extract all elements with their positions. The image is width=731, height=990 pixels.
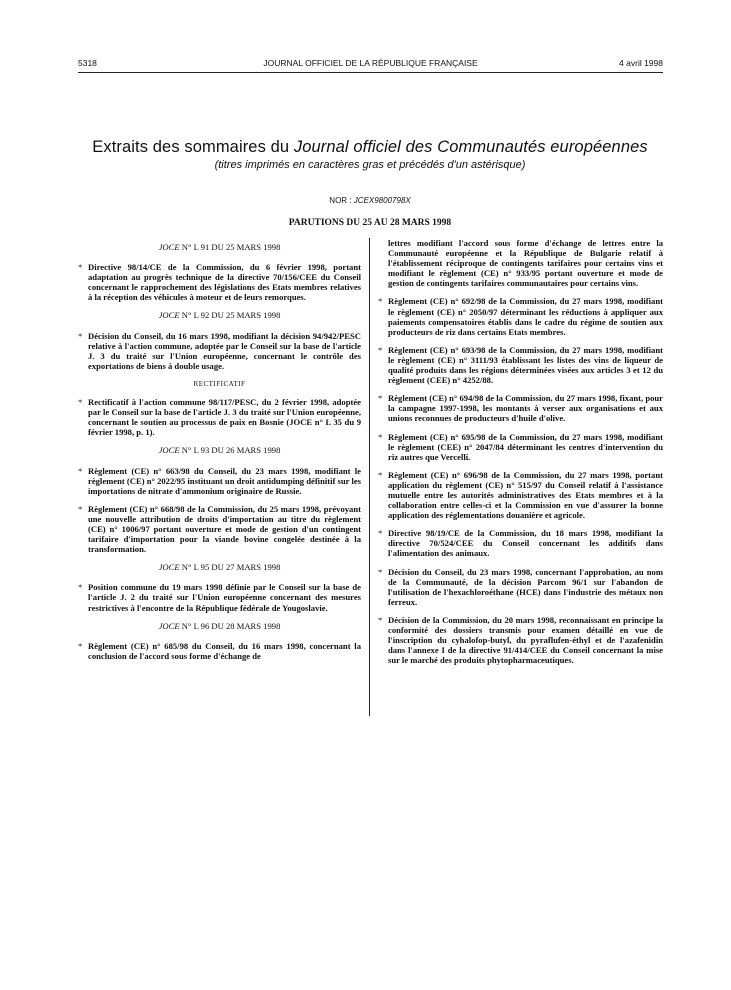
entry-continuation: lettres modifiant l'accord sous forme d'échange de lettres entre la Communauté européenne et la République de Bulgarie relatif à l'établissement réciproque de contingents tarifaires pour certains vins et modifiant le règlement (CE) n° 933/95 portant ouverture et mode de gestion de contingents tarifaires communautaires pour certains vins. (388, 238, 663, 289)
entry-title: Règlement (CE) n° 685/98 du Conseil, du 16 mars 1998, concernant la conclusion de l'accord sous forme d'échange de (88, 640, 361, 661)
summary-entry (378, 470, 663, 520)
issue-heading (78, 562, 361, 572)
entry-title: Règlement (CE) n° 692/98 de la Commission, du 27 mars 1998, modifiant le règlement (CE) n° 2050/97 déterminant les réductions à appliquer aux paiements compensatoires établis dans le cadre du régime de soutien aux producteurs de riz dans certains Etats membres. (388, 296, 663, 337)
asterisk-marker: * (78, 330, 83, 341)
issue-number-date: N° L 92 DU 25 MARS 1998 (179, 310, 281, 321)
issue-number-date: N° L 91 DU 25 MARS 1998 (179, 242, 281, 252)
entry-title: Décision du Conseil, du 23 mars 1998, concernant l'approbation, au nom de la Communauté, de la décision Parcom 96/1 sur l'abandon de l'utilisation de l'hexachloroéthane (HCE) dans l'industrie des métaux non ferreux. (388, 566, 663, 607)
summary-entry (378, 567, 663, 607)
entry-title: Rectificatif à l'action commune 98/117/PESC, du 2 février 1998, adoptée par le Conseil sur la base de l'article J. 3 du traité sur l'Union européenne, concernant le soutien au processus de paix en Bosnie (JOCE n° L 35 du 9 février 1998, p. 1). (88, 397, 361, 438)
entry-title: Directive 98/19/CE de la Commission, du 18 mars 1998, modifiant la directive 70/524/CEE du Conseil concernant les additifs dans l'alimentation des animaux. (388, 528, 663, 559)
issue-heading (78, 445, 361, 455)
entry-title: Décision du Conseil, du 16 mars 1998, modifiant la décision 94/942/PESC relative à l'action commune, adoptée par le Conseil sur la base de l'article J. 3 du traité sur l'Union européenne, concernant le contrôle des exportations de biens à double usage. (88, 330, 361, 371)
asterisk-marker: * (378, 344, 383, 355)
asterisk-marker: * (378, 566, 383, 577)
summary-entry (78, 582, 361, 612)
issue-number-date: N° L 96 DU 28 MARS 1998 (179, 620, 281, 631)
rectificatif-heading: RECTIFICATIF (193, 379, 246, 388)
asterisk-marker: * (378, 393, 383, 404)
entry-title: Position commune du 19 mars 1998 définie par le Conseil sur la base de l'article J. 2 du traité sur l'Union européenne concernant des mesures restrictives à l'encontre de la République fédérale de Yougoslavie. (88, 582, 361, 613)
summary-entry (378, 296, 663, 336)
asterisk-marker: * (78, 465, 83, 476)
asterisk-marker: * (378, 528, 383, 539)
asterisk-marker: * (78, 582, 83, 593)
asterisk-marker: * (378, 614, 383, 625)
entry-title: Règlement (CE) n° 663/98 du Conseil, du 23 mars 1998, modifiant le règlement (CE) n° 2022/95 instituant un droit antidumping définitif sur les importations de nitrate d'ammonium originaire de Russie. (88, 465, 361, 496)
issue-heading (78, 621, 361, 631)
summary-entry (78, 397, 361, 437)
joce-abbrev: JOCE (158, 242, 180, 252)
running-header (78, 58, 663, 70)
column-separator (369, 238, 370, 716)
title-prefix: Extraits des sommaires du (92, 138, 294, 156)
entry-title: Décision de la Commission, du 20 mars 1998, reconnaissant en principe la conformité des dossiers transmis pour examen détaillé en vue de l'inscription du cyhalofop-butyl, du pyraflufen-éthyl et de l'azafenidin dans l'annexe I de la directive 91/414/CEE du Conseil concernant la mise sur le marché des produits phytopharmaceutiques. (388, 614, 663, 666)
entry-title: Règlement (CE) n° 694/98 de la Commission, du 27 mars 1998, fixant, pour la campagne 1997-1998, les montants à verser aux organisations et aux unions reconnues de producteurs d'huile d'olive. (388, 393, 663, 424)
entry-title: Règlement (CE) n° 695/98 de la Commission, du 27 mars 1998, modifiant le règlement (CEE) n° 2047/84 déterminant les centres d'intervention du riz autres que Vercelli. (388, 431, 663, 462)
entry-title: Règlement (CE) n° 696/98 de la Commission, du 27 mars 1998, portant application du règlement (CE) n° 515/97 du Conseil relatif à l'assistance mutuelle entre les autorités administratives des Etats membres et à la collaboration entre celles-ci et la Commission en vue d'assurer la bonne application des réglementations douanière et agricole. (388, 469, 663, 521)
nor-code: JCEX9800798X (353, 196, 411, 205)
nor-reference (60, 196, 680, 205)
left-column (78, 238, 361, 669)
parutions-heading: PARUTIONS DU 25 AU 28 MARS 1998 (288, 218, 452, 228)
summary-entry (378, 615, 663, 665)
asterisk-marker: * (78, 640, 83, 651)
joce-abbrev: JOCE (158, 562, 180, 573)
summary-entry (378, 345, 663, 385)
journal-name: JOURNAL OFFICIEL DE LA RÉPUBLIQUE FRANÇAISE (263, 58, 478, 68)
title-journal: Journal officiel des Communautés européennes (293, 138, 648, 156)
nor-label: NOR : (329, 196, 352, 205)
summary-entry (78, 641, 361, 661)
page-number: 5318 (78, 58, 97, 68)
page-title (60, 138, 680, 157)
summary-entry (78, 262, 361, 302)
joce-abbrev: JOCE (158, 310, 180, 321)
summary-entry (378, 528, 663, 558)
header-rule (78, 72, 663, 73)
summary-entry (378, 432, 663, 462)
right-column (378, 238, 663, 673)
issue-number-date: N° L 93 DU 26 MARS 1998 (179, 445, 281, 456)
joce-abbrev: JOCE (158, 620, 180, 631)
asterisk-marker: * (78, 397, 83, 408)
summary-entry (78, 466, 361, 496)
issue-number-date: N° L 95 DU 27 MARS 1998 (179, 562, 281, 573)
entry-title: Règlement (CE) n° 668/98 de la Commission, du 25 mars 1998, prévoyant une nouvelle attribution de droits d'importation au titre du règlement (CE) n° 1006/97 portant ouverture et mode de gestion d'un contingent tarifaire d'importation pour la viande bovine congelée destinée à la transformation. (88, 503, 361, 555)
issue-heading (78, 242, 361, 252)
summary-entry (78, 504, 361, 554)
entry-title: Directive 98/14/CE de la Commission, du 6 février 1998, portant adaptation au progrès technique de la directive 70/156/CEE du Conseil concernant le rapprochement des législations des Etats membres relatives à la réception des véhicules à moteur et de leurs remorques. (88, 262, 361, 303)
summary-entry (78, 331, 361, 371)
issue-date: 4 avril 1998 (619, 58, 663, 68)
asterisk-marker: * (378, 296, 383, 307)
asterisk-marker: * (378, 469, 383, 480)
summary-entry (378, 393, 663, 423)
asterisk-marker: * (78, 503, 83, 514)
entry-title: Règlement (CE) n° 693/98 de la Commission, du 27 mars 1998, modifiant le règlement (CE) n° 3111/93 établissant les listes des vins de liqueur de qualité produits dans les régions déterminées visées aux articles 3 et 12 du règlement (CEE) n° 4252/88. (388, 344, 663, 386)
issue-heading (78, 310, 361, 320)
joce-abbrev: JOCE (158, 445, 180, 456)
page-subtitle: (titres imprimés en caractères gras et précédés d'un astérisque) (214, 159, 526, 171)
asterisk-marker: * (378, 431, 383, 442)
asterisk-marker: * (78, 262, 83, 273)
